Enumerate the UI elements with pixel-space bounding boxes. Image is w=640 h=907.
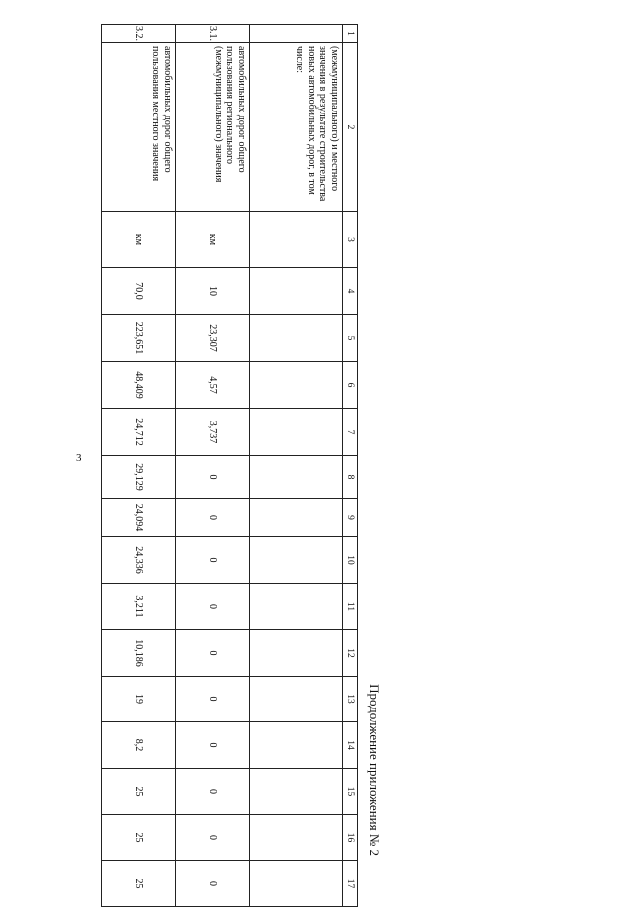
header-cell: 12: [343, 630, 358, 677]
value-cell: 0: [176, 769, 250, 815]
header-cell: 6: [343, 362, 358, 409]
header-cell: 1: [343, 25, 358, 43]
value-cell: [250, 537, 343, 584]
unit-cell: км: [102, 212, 176, 268]
row-name-cell: автомобильных дорог общего пользования местного значения: [102, 43, 176, 212]
value-cell: 0: [176, 630, 250, 677]
value-cell: 23,307: [176, 315, 250, 362]
header-cell: 9: [343, 499, 358, 537]
header-cell: 16: [343, 815, 358, 861]
header-row: [343, 25, 358, 907]
value-cell: [250, 456, 343, 499]
header-cell: 10: [343, 537, 358, 584]
value-cell: [250, 362, 343, 409]
row-name-cell: автомобильных дорог общего пользования регионального (межмуниципального) значения: [176, 43, 250, 212]
value-cell: [250, 409, 343, 456]
continuation-title: Продолжение приложения № 2: [367, 684, 382, 856]
value-cell: 0: [176, 537, 250, 584]
rotated-page: [101, 24, 382, 907]
value-cell: 0: [176, 456, 250, 499]
value-cell: [250, 815, 343, 861]
value-cell: 0: [176, 499, 250, 537]
value-cell: 3,211: [102, 584, 176, 630]
value-cell: 223,651: [102, 315, 176, 362]
value-cell: 0: [176, 722, 250, 769]
header-cell: 11: [343, 584, 358, 630]
value-cell: [250, 499, 343, 537]
row-number-cell: 3.2.: [102, 25, 176, 43]
data-table: [101, 24, 358, 907]
value-cell: 0: [176, 815, 250, 861]
value-cell: [250, 722, 343, 769]
value-cell: [250, 268, 343, 315]
row-name-cell: (межмуниципального) и местного значения в результате строительства новых автомобильных дорог, в том числе:: [250, 43, 343, 212]
header-cell: 13: [343, 677, 358, 722]
header-cell: 14: [343, 722, 358, 769]
row-number-cell: [250, 25, 343, 43]
value-cell: 4,57: [176, 362, 250, 409]
value-cell: 25: [102, 815, 176, 861]
unit-cell: км: [176, 212, 250, 268]
value-cell: 10,186: [102, 630, 176, 677]
header-cell: 15: [343, 769, 358, 815]
value-cell: 0: [176, 677, 250, 722]
value-cell: 0: [176, 861, 250, 907]
value-cell: 8,2: [102, 722, 176, 769]
table-row: [176, 25, 250, 907]
value-cell: 48,409: [102, 362, 176, 409]
value-cell: [250, 584, 343, 630]
value-cell: 10: [176, 268, 250, 315]
page-number: 3: [76, 452, 82, 464]
table-row: [250, 25, 343, 907]
value-cell: 25: [102, 769, 176, 815]
value-cell: 3,737: [176, 409, 250, 456]
header-cell: 4: [343, 268, 358, 315]
value-cell: 24,336: [102, 537, 176, 584]
header-cell: 7: [343, 409, 358, 456]
header-cell: 3: [343, 212, 358, 268]
value-cell: 70,0: [102, 268, 176, 315]
value-cell: [250, 315, 343, 362]
header-cell: 5: [343, 315, 358, 362]
header-cell: 2: [343, 43, 358, 212]
value-cell: 19: [102, 677, 176, 722]
row-number-cell: 3.1.: [176, 25, 250, 43]
value-cell: 24,094: [102, 499, 176, 537]
unit-cell: [250, 212, 343, 268]
value-cell: [250, 769, 343, 815]
value-cell: 25: [102, 861, 176, 907]
header-cell: 8: [343, 456, 358, 499]
value-cell: [250, 861, 343, 907]
header-cell: 17: [343, 861, 358, 907]
value-cell: 29,129: [102, 456, 176, 499]
value-cell: [250, 677, 343, 722]
value-cell: 24,712: [102, 409, 176, 456]
value-cell: 0: [176, 584, 250, 630]
table-row: [102, 25, 176, 907]
value-cell: [250, 630, 343, 677]
